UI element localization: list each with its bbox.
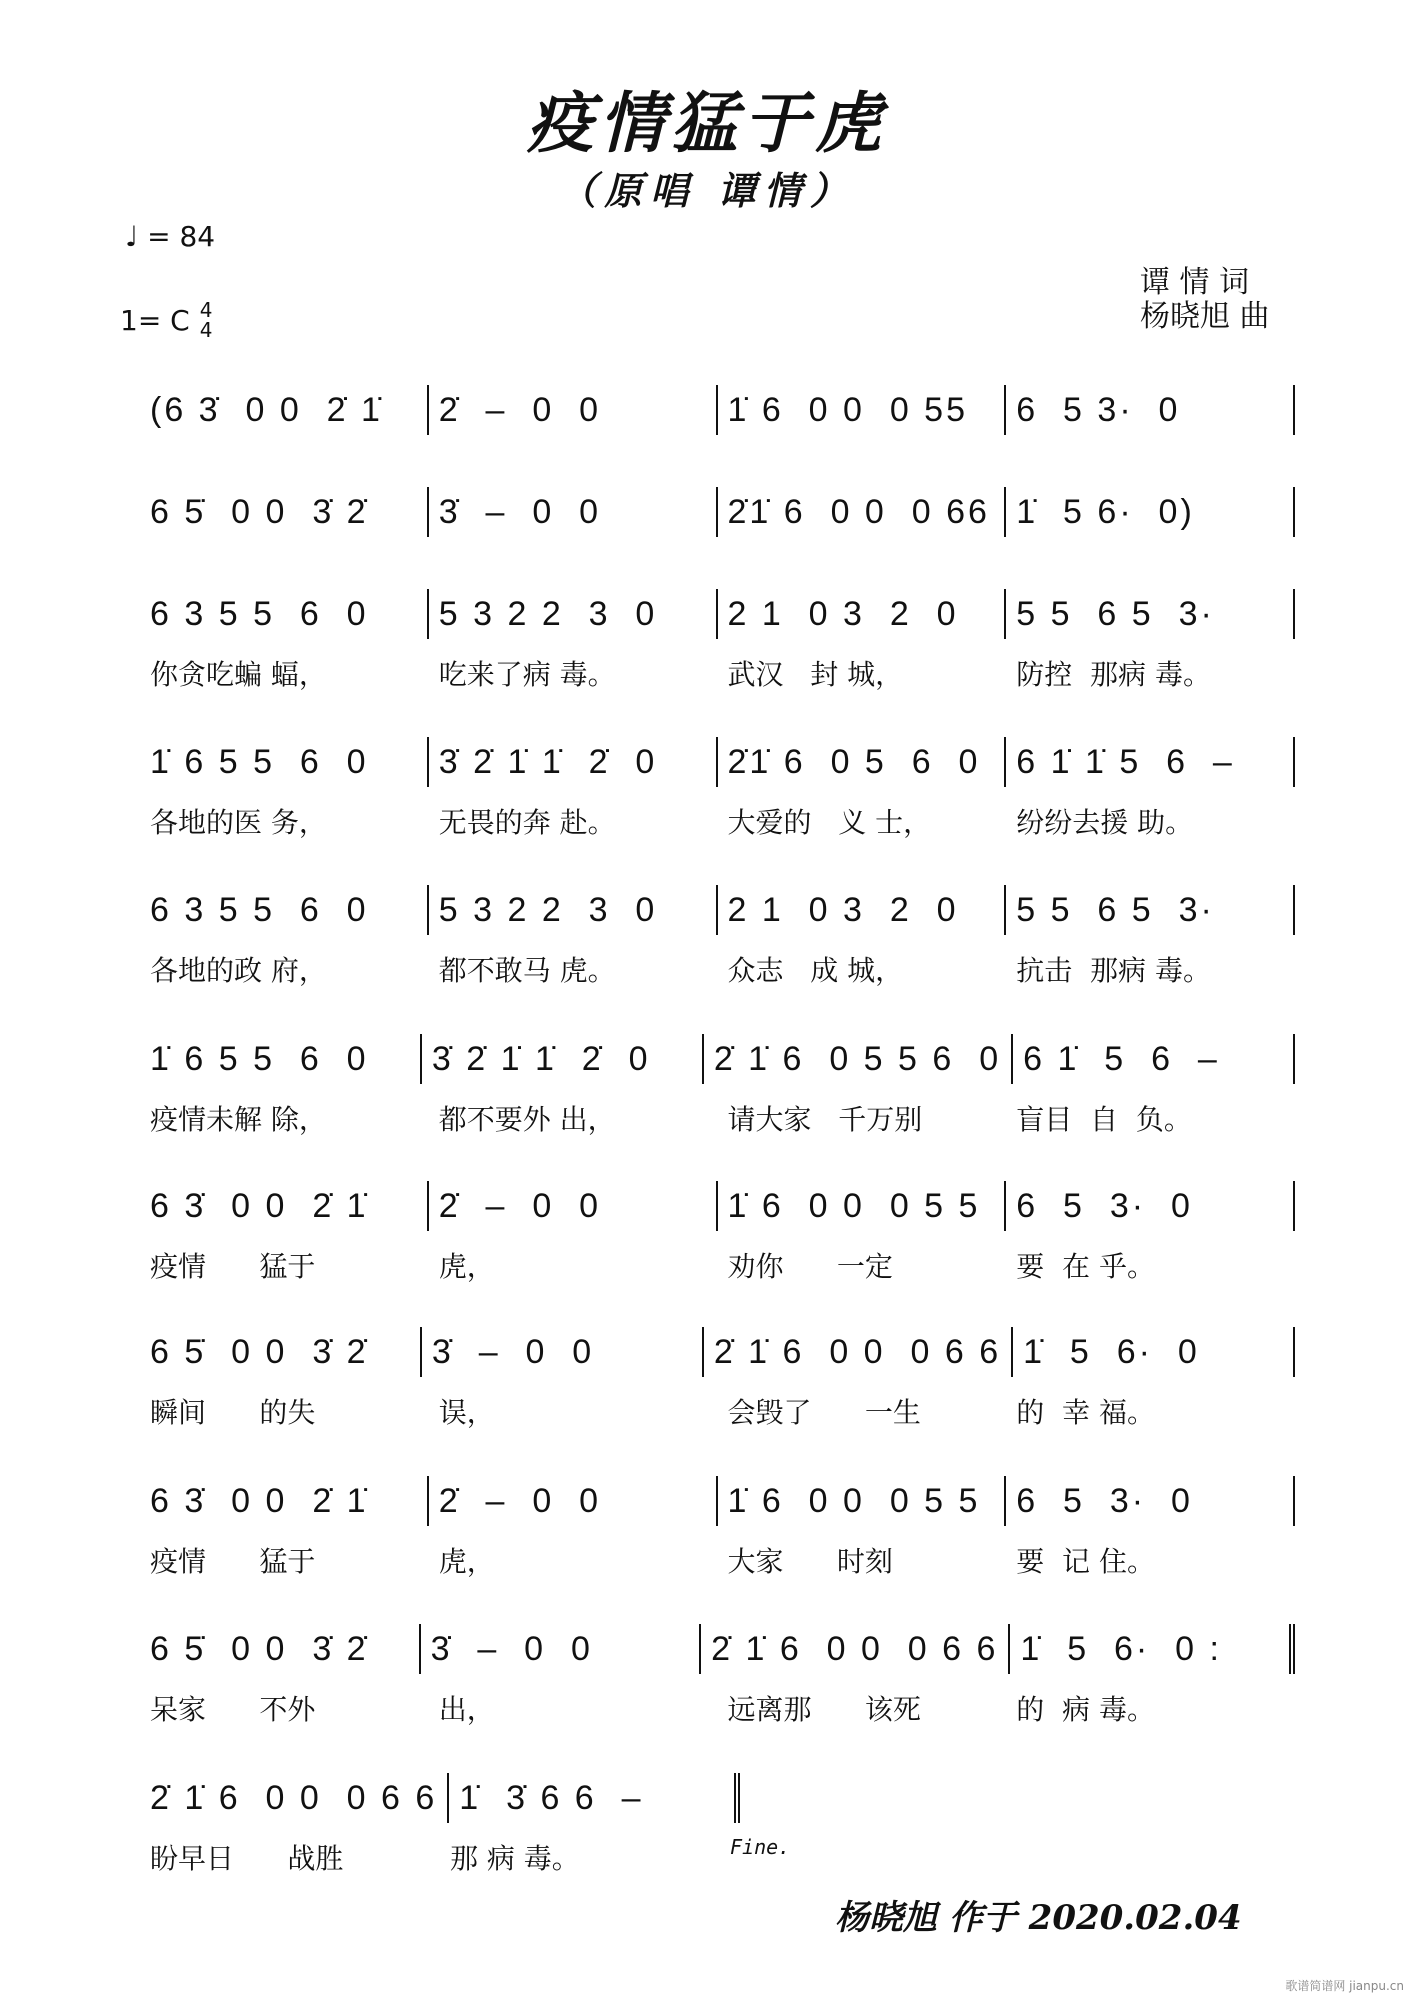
measure: 1̇ 6 0 0 0 5 5 [718, 1476, 1007, 1526]
fine-marking: Fine. [730, 1835, 791, 1859]
time-signature [200, 300, 213, 340]
lyric: 请大家 千万别 [727, 1103, 923, 1136]
measure: 2̇ – 0 0 [429, 385, 718, 435]
staff-line [140, 1773, 740, 1877]
notes-row [140, 487, 1295, 537]
lyric: 无畏的奔 赴。 [438, 806, 616, 839]
measure: 2̇ – 0 0 [429, 1476, 718, 1526]
measure: 3̇ – 0 0 [429, 487, 718, 537]
lyric: 纷纷去援 助。 [1016, 806, 1194, 839]
measure: (6 3̇ 0 0 2̇ 1̇ [140, 385, 429, 435]
watermark: 歌谱简谱网 jianpu.cn [1285, 1979, 1404, 1993]
lyrics-row [140, 1837, 740, 1877]
lyric: 要 在 乎。 [1016, 1250, 1155, 1283]
measure: 2̇ 1̇ 6 0 0 0 6 6 [140, 1773, 449, 1823]
lyric: 都不要外 出， [438, 1103, 616, 1136]
lyric: 大爱的 义 士， [727, 806, 932, 839]
notes-row [140, 1476, 1295, 1526]
lyric: 的 病 毒。 [1016, 1693, 1155, 1726]
lyrics-row [140, 1688, 1295, 1728]
lyric: 你贪吃蝙 蝠， [150, 658, 327, 691]
lyric: 那 病 毒。 [450, 1842, 580, 1875]
lyric: 盲目 自 负。 [1016, 1103, 1192, 1136]
lyric: 瞬间 的失 [150, 1396, 316, 1429]
measure: 5 3 2 2 3 0 [429, 885, 718, 935]
notes-row [140, 1327, 1295, 1377]
lyrics-row [140, 1245, 1295, 1285]
lyric: 大家 时刻 [727, 1545, 893, 1578]
lyrics-row [140, 1098, 1295, 1138]
lyric: 吃来了病 毒。 [438, 658, 616, 691]
lyric: 盼早日 战胜 [150, 1842, 344, 1875]
measure: 1̇ 6 0 0 0 5 5 [718, 1181, 1007, 1231]
measure: 3̇ 2̇ 1̇ 1̇ 2̇ 0 [422, 1034, 704, 1084]
lyric: 抗击 那病 毒。 [1016, 954, 1211, 987]
lyric: 众志 成 城， [727, 954, 904, 987]
lyrics-row [140, 801, 1295, 841]
measure: 6 5̇ 0 0 3̇ 2̇ [140, 1624, 421, 1674]
measure: 1̇ 5 6· 0) [1006, 487, 1295, 537]
notes-row [140, 589, 1295, 639]
measure: 2̇ – 0 0 [429, 1181, 718, 1231]
time-top: 4 [199, 298, 213, 322]
lyricist: 谭 情 词 [1140, 265, 1250, 300]
notes-row [140, 385, 1295, 435]
key-signature [120, 300, 212, 340]
lyrics-row [140, 1391, 1295, 1431]
lyric: 远离那 该死 [727, 1693, 921, 1726]
measure: 1̇ 6 5 5 6 0 [140, 737, 429, 787]
staff-line [140, 487, 1295, 551]
lyric: 虎， [438, 1545, 495, 1578]
measure: 6 5̇ 0 0 3̇ 2̇ [140, 487, 429, 537]
measure: 6 1̇ 5 6 – [1013, 1034, 1295, 1084]
lyric: 出， [438, 1693, 495, 1726]
staff-line [140, 885, 1295, 989]
lyric: 劝你 一定 [727, 1250, 893, 1283]
notes-row [140, 1181, 1295, 1231]
measure: 6 3̇ 0 0 2̇ 1̇ [140, 1181, 429, 1231]
key-label: 1= C [120, 303, 190, 337]
measure: 2 1 0 3 2 0 [718, 885, 1007, 935]
lyric: 要 记 住。 [1016, 1545, 1155, 1578]
notes-row [140, 1624, 1295, 1674]
lyric: 会毁了 一生 [727, 1396, 921, 1429]
measure: 6 3̇ 0 0 2̇ 1̇ [140, 1476, 429, 1526]
staff-line [140, 385, 1295, 449]
notes-row [140, 1773, 740, 1823]
measure: 2̇1̇ 6 0 0 0 66 [718, 487, 1007, 537]
signature: 杨晓旭 作于 2020.02.04 [835, 1898, 1242, 1938]
staff-line [140, 1327, 1295, 1431]
measure: 3̇ – 0 0 [421, 1624, 702, 1674]
lyrics-row [140, 949, 1295, 989]
song-subtitle: （原唱 谭情） [558, 168, 856, 213]
lyric: 各地的医 务， [150, 806, 327, 839]
measure: 2 1 0 3 2 0 [718, 589, 1007, 639]
lyric: 呆家 不外 [150, 1693, 316, 1726]
lyric: 都不敢马 虎。 [438, 954, 616, 987]
lyric: 疫情 猛于 [150, 1250, 316, 1283]
lyric: 武汉 封 城， [727, 658, 904, 691]
measure: 6 3 5 5 6 0 [140, 589, 429, 639]
staff-line [140, 737, 1295, 841]
time-bottom: 4 [199, 318, 213, 342]
staff-line [140, 589, 1295, 693]
measure: 6 3 5 5 6 0 [140, 885, 429, 935]
notes-row [140, 737, 1295, 787]
measure: 6 5̇ 0 0 3̇ 2̇ [140, 1327, 422, 1377]
lyric: 疫情 猛于 [150, 1545, 316, 1578]
measure: 1̇ 3̇ 6 6 – [449, 1773, 740, 1823]
lyric: 虎， [438, 1250, 495, 1283]
measure: 6 5 3· 0 [1006, 1476, 1295, 1526]
lyric: 各地的政 府， [150, 954, 327, 987]
measure: 6 1̇ 1̇ 5 6 – [1006, 737, 1295, 787]
staff-line [140, 1624, 1295, 1728]
measure: 1̇ 5 6· 0 : [1010, 1624, 1295, 1674]
measure: 2̇ 1̇ 6 0 0 0 6 6 [704, 1327, 1013, 1377]
measure: 5 5 6 5 3· [1006, 589, 1295, 639]
tempo-marking: ♩ = 84 [125, 220, 216, 253]
measure: 6 5 3· 0 [1006, 385, 1295, 435]
credits [1140, 266, 1270, 334]
notes-row [140, 1034, 1295, 1084]
measure: 3̇ 2̇ 1̇ 1̇ 2̇ 0 [429, 737, 718, 787]
measure: 5 3 2 2 3 0 [429, 589, 718, 639]
notes-row [140, 885, 1295, 935]
staff-line [140, 1476, 1295, 1580]
measure: 1̇ 6 5 5 6 0 [140, 1034, 422, 1084]
measure: 2̇1̇ 6 0 5 6 0 [718, 737, 1007, 787]
lyric: 疫情未解 除， [150, 1103, 327, 1136]
lyric: 的 幸 福。 [1016, 1396, 1155, 1429]
measure: 5 5 6 5 3· [1006, 885, 1295, 935]
lyric: 误， [438, 1396, 495, 1429]
composer: 杨晓旭 曲 [1140, 299, 1270, 334]
staff-line [140, 1034, 1295, 1138]
measure: 2̇ 1̇ 6 0 0 0 6 6 [701, 1624, 1010, 1674]
song-title: 疫情猛于虎 [527, 84, 887, 162]
measure: 1̇ 5 6· 0 [1013, 1327, 1295, 1377]
staff-line [140, 1181, 1295, 1285]
lyrics-row [140, 653, 1295, 693]
measure: 1̇ 6 0 0 0 55 [718, 385, 1007, 435]
lyrics-row [140, 1540, 1295, 1580]
measure: 6 5 3· 0 [1006, 1181, 1295, 1231]
measure: 2̇ 1̇ 6 0 5 5 6 0 [704, 1034, 1013, 1084]
lyric: 防控 那病 毒。 [1016, 658, 1211, 691]
measure: 3̇ – 0 0 [422, 1327, 704, 1377]
